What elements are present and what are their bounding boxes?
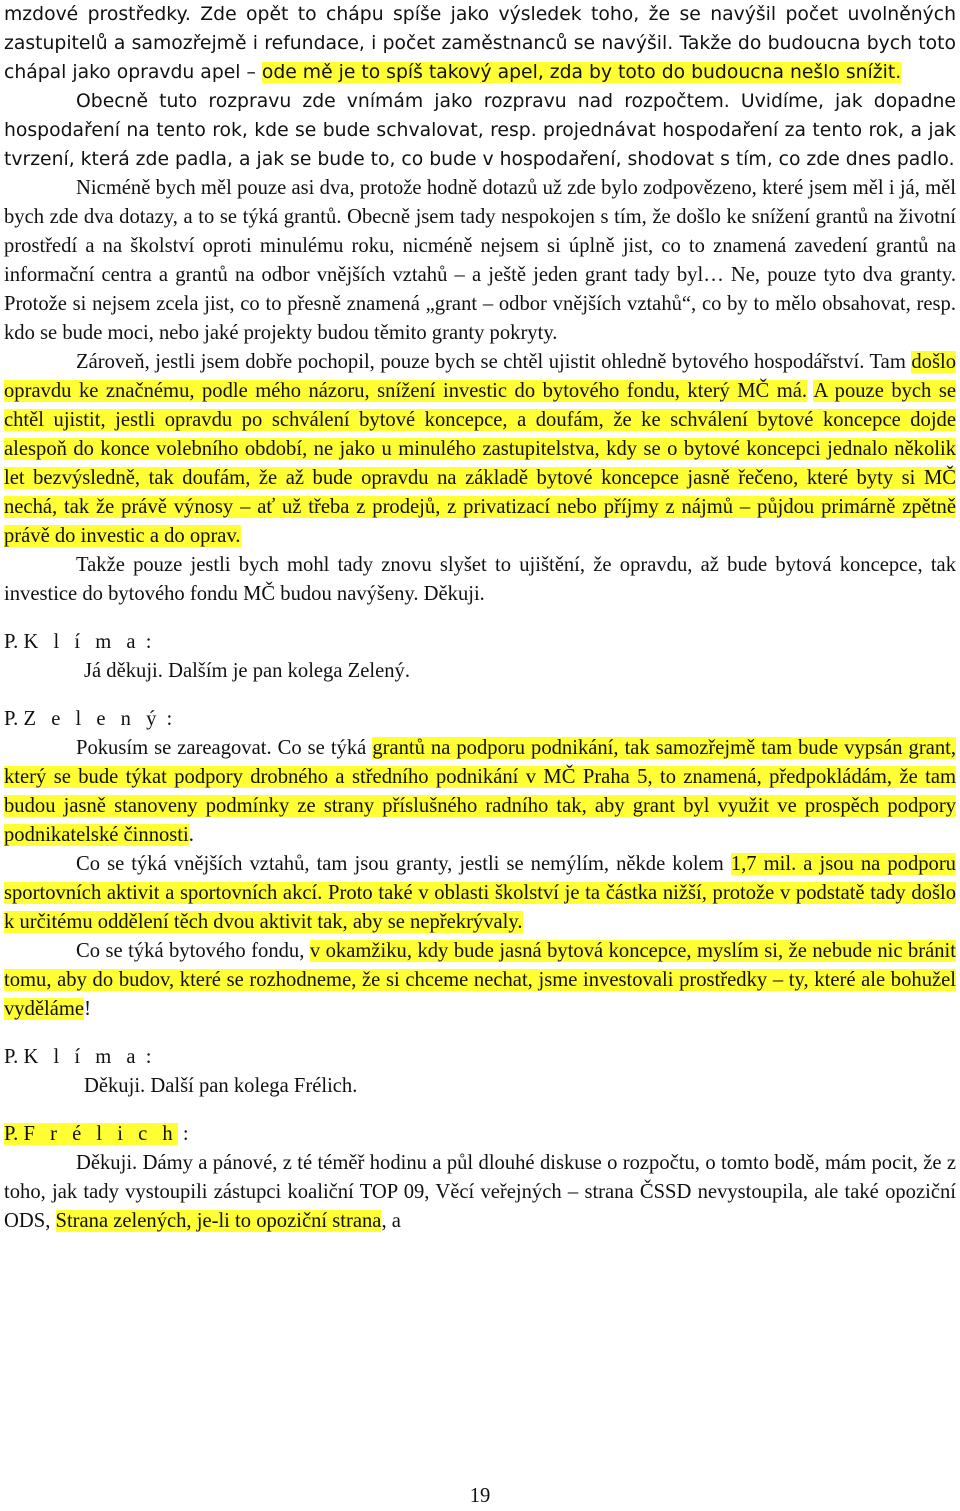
body-paragraphs: [4, 0, 956, 609]
speaker-name-wrap: [4, 1046, 141, 1068]
text-segment: mzdové prostředky. Zde opět to chápu spíše jako výsledek toho, že se navýšil počet uvolněných zastupitelů a samozřejmě i refundace, i počet zaměstnanců se navýšil. Takže do budoucna bych toto chápal jako opravdu apel –: [4, 4, 956, 83]
paragraph-p2: [4, 87, 956, 174]
spacer: [4, 686, 956, 705]
speech-paragraph: [4, 850, 956, 937]
speaker-suffix: :: [161, 708, 173, 730]
paragraph-p1: [4, 0, 956, 87]
speaker-name: F r é l i c h: [23, 1123, 178, 1145]
text-segment: Obecně tuto rozpravu zde vnímám jako rozpravu nad rozpočtem. Uvidíme, jak dopadne hospodaření na tento rok, kde se bude schvalovat, resp. projednávat hospodaření za tento rok, a jak tvrzení, která zde padla, a jak se bude to, co bude v hospodaření, shodovat s tím, co zde dnes padlo.: [4, 91, 956, 170]
highlighted-text: v okamžiku, kdy bude jasná bytová koncepce, myslím si, že nebude nic bránit tomu, aby do budov, které se rozhodneme, že si chceme nechat, jsme investovali prostředky – ty, které ale bohužel vyděláme: [4, 940, 956, 1020]
highlighted-text: Strana zelených, je-li to opoziční strana: [55, 1210, 382, 1232]
text-segment: Já děkuji. Dalším je pan kolega Zelený.: [84, 660, 410, 682]
speaker-label-zeleny: [4, 705, 956, 734]
spacer: [4, 1024, 956, 1043]
speech-paragraph: [4, 937, 956, 1024]
text-segment: Nicméně bych měl pouze asi dva, protože hodně dotazů už zde bylo zodpovězeno, které jsem měl i já, měl bych zde dva dotazy, a to se týká grantů. Obecně jsem tady nespokojen s tím, že došlo ke snížení grantů na životní prostředí a na školství oproti minulému roku, nicméně nejsem si úplně jist, co to znamená zavedení grantů na informační centra a grantů na odbor vnějších vztahů – a ještě jeden grant tady byl… Ne, pouze tyto dva granty. Protože si nejsem zcela jist, co to přesně znamená „grant – odbor vnějších vztahů“, co by to mělo obsahovat, resp. kdo se bude moci, nebo jaké projekty budou těmito granty pokryty.: [4, 177, 956, 344]
text-segment: Děkuji. Dámy a pánové, z té téměř hodinu a půl dlouhé diskuse o rozpočtu, o tomto bodě, mám pocit, že z toho, jak tady vystoupili zástupci koaliční TOP 09, Věcí veřejných – strana ČSSD nevystoupila, ale také opoziční ODS,: [4, 1152, 956, 1232]
highlighted-text: grantů na podporu podnikání, tak samozřejmě tam bude vypsán grant, který se bude týkat podpory drobného a středního podnikání v MČ Praha 5, to znamená, předpokládám, že tam budou jasně stanoveny podmínky ze strany příslušného radního tak, aby grant byl využit ve prospěch podpory podnikatelské činnosti: [4, 737, 957, 846]
speaker-exchanges: [4, 609, 956, 1236]
speaker-label-frelich: [4, 1120, 956, 1149]
text-segment: Co se týká bytového fondu,: [76, 940, 310, 962]
spacer: [4, 1101, 956, 1120]
paragraph-p5: [4, 551, 956, 609]
text-segment: , a: [381, 1210, 401, 1232]
text-segment: Děkuji. Další pan kolega Frélich.: [84, 1075, 358, 1097]
speaker-name-wrap: [4, 631, 141, 653]
page-number: 19: [469, 1485, 491, 1507]
spacer: [4, 609, 956, 628]
speaker-initial: P.: [4, 631, 19, 653]
speech-paragraph: [4, 734, 956, 850]
speaker-name: K l í m a: [23, 631, 141, 653]
speech-paragraph: [4, 1072, 956, 1101]
text-segment: Pokusím se zareagovat. Co se týká: [76, 737, 373, 759]
speaker-suffix: :: [177, 1123, 189, 1145]
speaker-suffix: :: [140, 631, 152, 653]
speaker-initial: P.: [4, 1123, 19, 1145]
speaker-label-klima1: [4, 628, 956, 657]
speech-paragraph: [4, 1149, 956, 1236]
text-segment: Takže pouze jestli bych mohl tady znovu slyšet to ujištění, že opravdu, až bude bytová koncepce, tak investice do bytového fondu MČ budou navýšeny. Děkuji.: [4, 554, 956, 605]
speaker-name: K l í m a: [23, 1046, 141, 1068]
highlighted-text: došlo opravdu ke značnému, podle mého názoru, snížení investic do bytového fondu, který MČ má.: [4, 351, 956, 402]
highlighted-text: ode mě je to spíš takový apel, zda by toto do budoucna nešlo snížit.: [261, 62, 902, 83]
speech-paragraph: [4, 657, 956, 686]
text-segment: !: [84, 998, 91, 1020]
speaker-name-wrap: [4, 708, 161, 730]
text-segment: .: [188, 824, 194, 846]
speaker-name-wrap: [4, 1123, 178, 1145]
text-segment: Co se týká vnějších vztahů, tam jsou granty, jestli se nemýlím, někde kolem: [76, 853, 731, 875]
speaker-label-klima2: [4, 1043, 956, 1072]
speaker-initial: P.: [4, 708, 19, 730]
highlighted-text: 1,7 mil. a jsou na podporu sportovních aktivit a sportovních akcí. Proto také v oblasti školství je ta částka nižší, protože v podstatě tady došlo k určitému oddělení těch dvou aktivit tak, aby se nepřekrývaly.: [4, 853, 956, 933]
speaker-suffix: :: [140, 1046, 152, 1068]
paragraph-p3: [4, 174, 956, 348]
speaker-name: Z e l e n ý: [23, 708, 162, 730]
highlighted-text: A pouze bych se chtěl ujistit, jestli opravdu po schválení bytové koncepce, a doufám, že ke schválení bytové koncepce dojde alespoň do konce volebního období, ne jako u minulého zastupitelstva, kdy se o bytové koncepci jednalo několik let bezvýsledně, tak doufám, že až bude opravdu na základě bytové koncepce jasně řečeno, které byty si MČ nechá, tak že právě výnosy – ať už třeba z prodejů, z privatizací nebo příjmy z nájmů – půjdou primárně zpětně právě do investic a do oprav.: [4, 380, 956, 547]
text-segment: Zároveň, jestli jsem dobře pochopil, pouze bych se chtěl ujistit ohledně bytového hospodářství. Tam: [76, 351, 912, 373]
paragraph-p4: [4, 348, 956, 551]
speaker-initial: P.: [4, 1046, 19, 1068]
